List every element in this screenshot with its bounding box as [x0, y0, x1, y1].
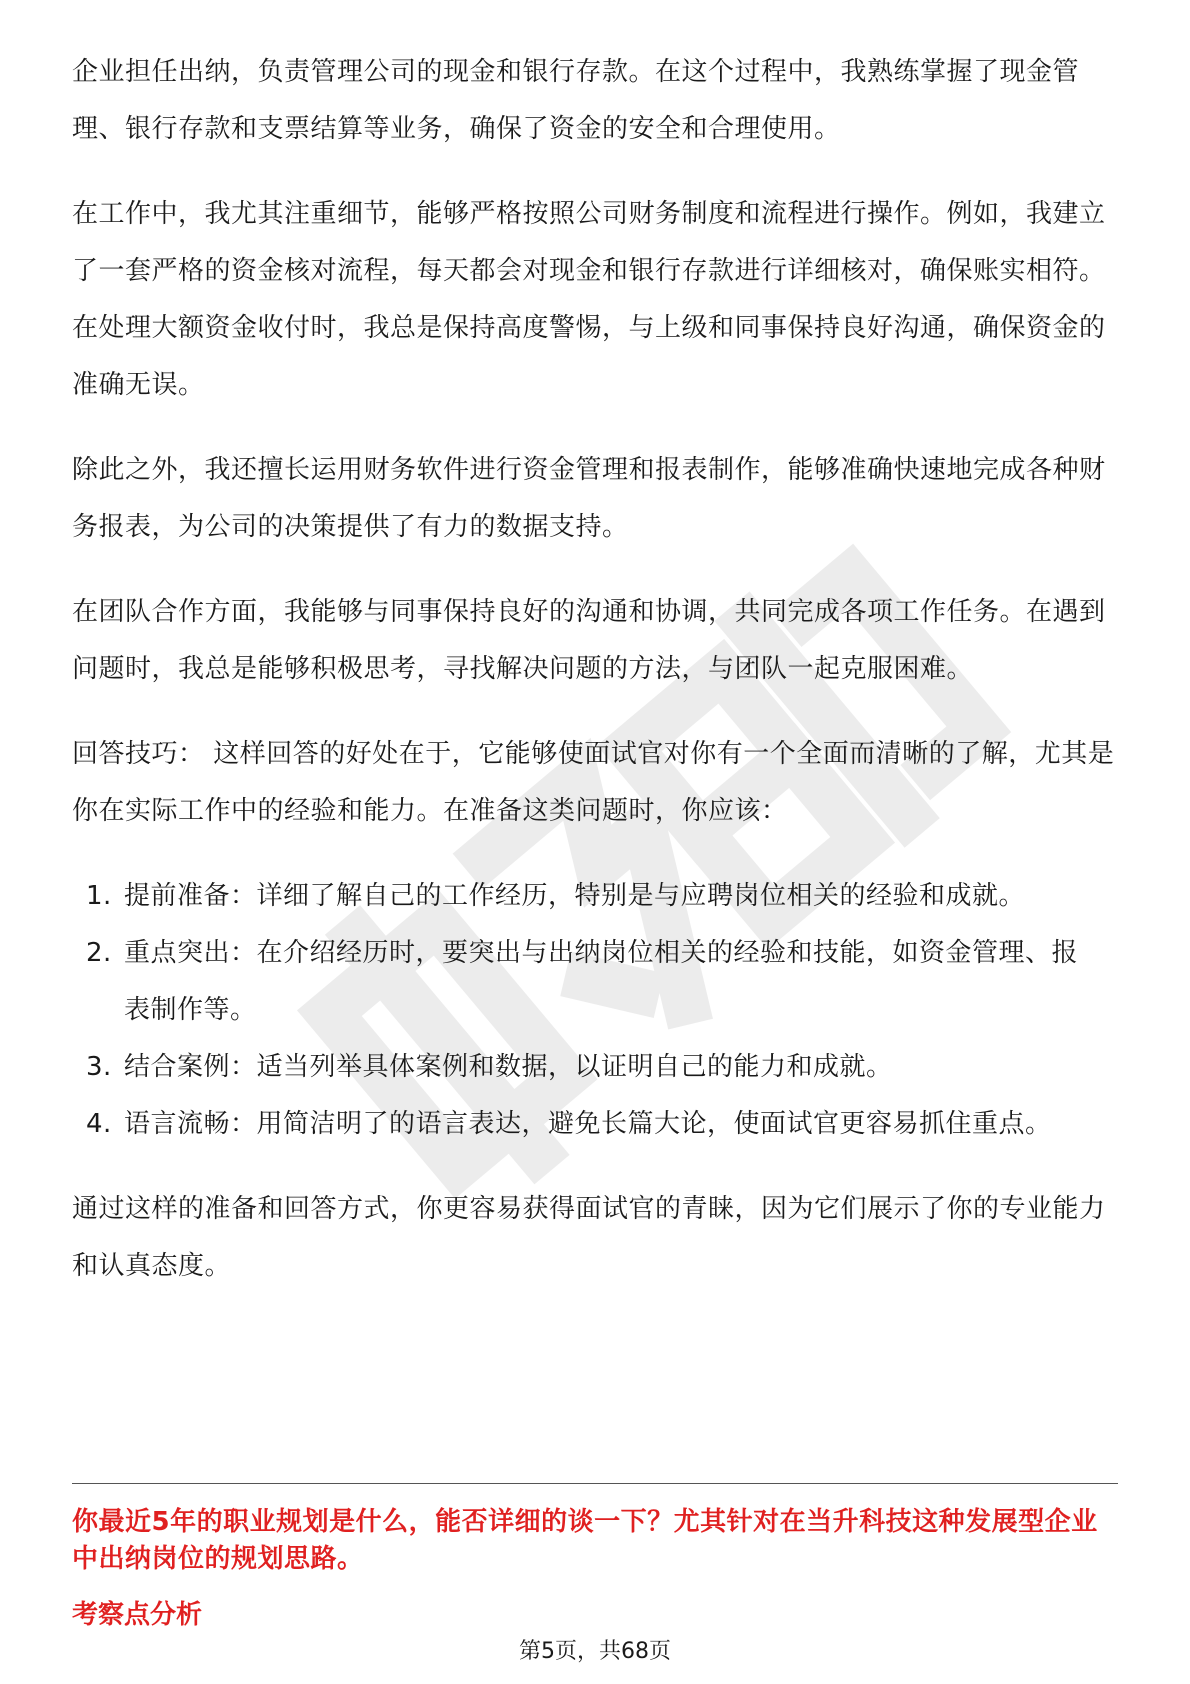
list-item [72, 1039, 1118, 1096]
page-number: 第5页，共68页 [519, 1639, 671, 1664]
paragraph-detail-work: 在工作中，我尤其注重细节，能够严格按照公司财务制度和流程进行操作。例如，我建立了一套严格的资金核对流程，每天都会对现金和银行存款进行详细核对，确保账实相符。在处理大额资金收付时，我总是保持高度警惕，与上级和同事保持良好沟通，确保资金的准确无误。 [72, 199, 1106, 400]
paragraph-answer-tips: 回答技巧： 这样回答的好处在于，它能够使面试官对你有一个全面而清晰的了解，尤其是你在实际工作中的经验和能力。在准备这类问题时，你应该： [72, 739, 1115, 826]
list-number: 2. [86, 938, 112, 968]
paragraph-teamwork: 在团队合作方面，我能够与同事保持良好的沟通和协调，共同完成各项工作任务。在遇到问题时，我总是能够积极思考，寻找解决问题的方法，与团队一起克服困难。 [72, 597, 1106, 684]
paragraph-closing: 通过这样的准备和回答方式，你更容易获得面试官的青睐，因为它们展示了你的专业能力和认真态度。 [72, 1194, 1106, 1281]
paragraph-software-skills: 除此之外，我还擅长运用财务软件进行资金管理和报表制作，能够准确快速地完成各种财务报表，为公司的决策提供了有力的数据支持。 [72, 455, 1106, 542]
list-number: 3. [86, 1052, 112, 1082]
section-divider [72, 1483, 1118, 1484]
list-number: 1. [86, 881, 112, 911]
main-content [72, 44, 1118, 1323]
interview-question: 你最近5年的职业规划是什么，能否详细的谈一下？尤其针对在当升科技这种发展型企业中出纳岗位的规划思路。 [72, 1507, 1098, 1574]
analysis-heading: 考察点分析 [72, 1600, 203, 1630]
tips-list [72, 868, 1118, 1153]
list-text: 语言流畅：用简洁明了的语言表达，避免长篇大论，使面试官更容易抓住重点。 [124, 1109, 1052, 1139]
list-item [72, 925, 1118, 1039]
list-text: 重点突出：在介绍经历时，要突出与出纳岗位相关的经验和技能，如资金管理、报表制作等。 [124, 938, 1079, 1025]
list-text: 结合案例：适当列举具体案例和数据，以证明自己的能力和成就。 [124, 1052, 893, 1082]
list-text: 提前准备：详细了解自己的工作经历，特别是与应聘岗位相关的经验和成就。 [124, 881, 1026, 911]
list-item [72, 868, 1118, 925]
paragraph-experience: 企业担任出纳，负责管理公司的现金和银行存款。在这个过程中，我熟练掌握了现金管理、银行存款和支票结算等业务，确保了资金的安全和合理使用。 [72, 57, 1080, 144]
list-item [72, 1096, 1118, 1153]
list-number: 4. [86, 1109, 112, 1139]
